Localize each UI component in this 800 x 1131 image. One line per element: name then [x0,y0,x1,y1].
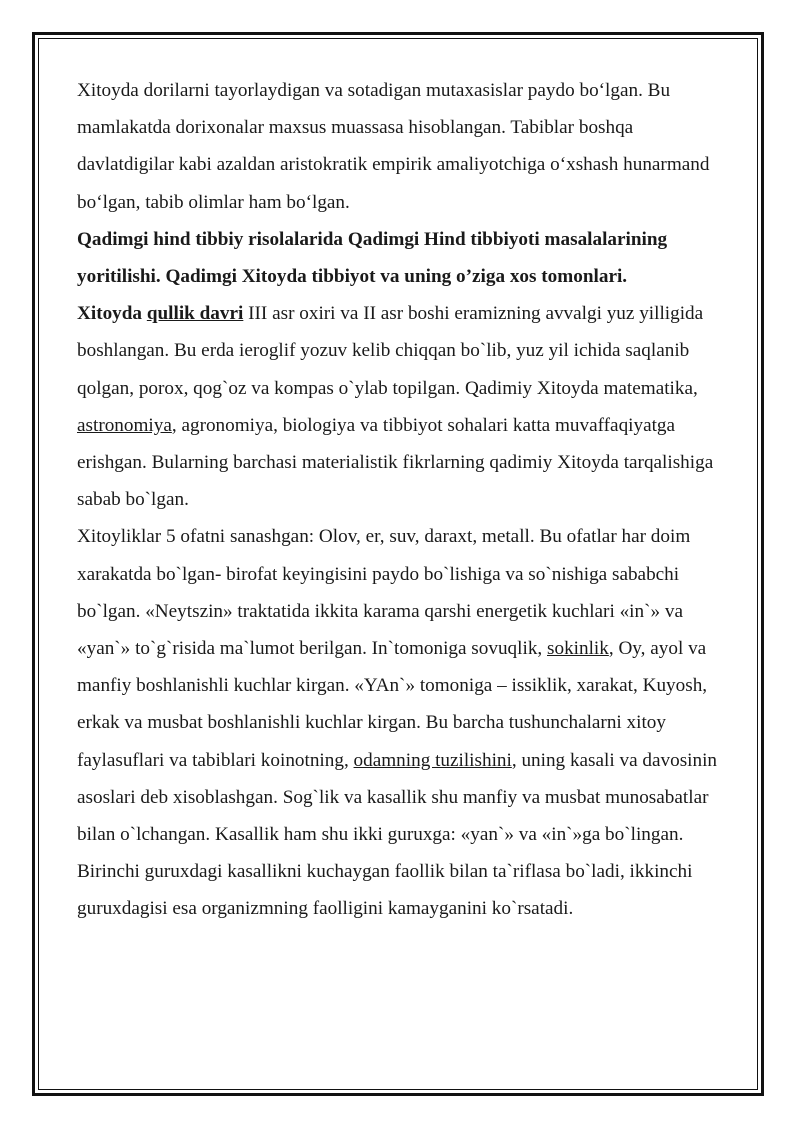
paragraph-2-lead: Xitoyda [77,303,147,325]
paragraph-1: Xitoyda dorilarni tayorlaydigan va sotadigan mutaxasislar paydo boʻlgan. Bu mamlakatda dorixonalar maxsus muassasa hisoblangan. Tabiblar boshqa davlatdigilar kabi azaldan aristokratik empirik amaliyotchiga oʻxshash hunarmand boʻlgan, tabib olimlar ham boʻlgan. [77,80,710,213]
paragraph-3 [77,518,727,927]
document-body [77,72,727,928]
paragraph-2 [77,295,727,518]
paragraph-3-text-c: , uning kasali va davosinin asoslari deb xisoblashgan. Sog`lik va kasallik shu manfiy va musbat munosabatlar bilan o`lchangan. Kasallik ham shu ikki guruxga: «yan`» va «in`»ga bo`lingan. Birinchi guruxdagi kasallikni kuchaygan faollik bilan ta`riflasa bo`ladi, ikkinchi guruxdagisi esa organizmning faolligini kamayganini ko`rsatadi. [77,749,718,920]
paragraph-3-text-a: Xitoyliklar 5 ofatni sanashgan: Olov, er, suv, daraxt, metall. Bu ofatlar har doim xarakatda bo`lgan- birofat keyingisini paydo bo`lishiga va so`nishiga sababchi bo`lgan. «Neytszin» traktatida ikkita karama qarshi energetik kuchlari «in`» va «yan`» to`g`risida ma`lumot berilgan. In`tomoniga sovuqlik, [77,526,691,660]
section-heading: Qadimgi hind tibbiy risolalarida Qadimgi Hind tibbiyoti masalalarining yoritilishi. Qadimgi Xitoyda tibbiyot va uning o’ziga xos tomonlari. [77,228,668,288]
paragraph-2-text-b: , agronomiya, biologiya va tibbiyot sohalari katta muvaffaqiyatga erishgan. Bularning barchasi materialistik fikrlarning qadimiy Xitoyda tarqalishiga sabab bo`lgan. [77,414,714,511]
paragraph-3-text-b: , Oy, ayol va manfiy boshlanishli kuchlar kirgan. «YAn`» tomoniga – issiklik, xarakat, Kuyosh, erkak va musbat boshlanishli kuchlar kirgan. Bu barcha tushunchalarni xitoy faylasuflari va tabiblari koinotning, [77,638,708,771]
link-qullik-davri[interactable]: qullik davri [146,303,244,325]
link-sokinlik[interactable]: sokinlik [547,638,609,660]
paragraph-2-text-a: III asr oxiri va II asr boshi eramizning avvalgi yuz yilligida boshlangan. Bu erda ieroglif yozuv kelib chiqqan bo`lib, yuz yil ichida saqlanib qolgan, porox, qog`oz va kompas o`ylab topilgan. Qadimiy Xitoyda matematika, [77,303,704,399]
link-odamning-tuzilishini[interactable]: odamning tuzilishini [353,749,512,771]
link-astronomiya[interactable]: astronomiya [77,414,172,436]
